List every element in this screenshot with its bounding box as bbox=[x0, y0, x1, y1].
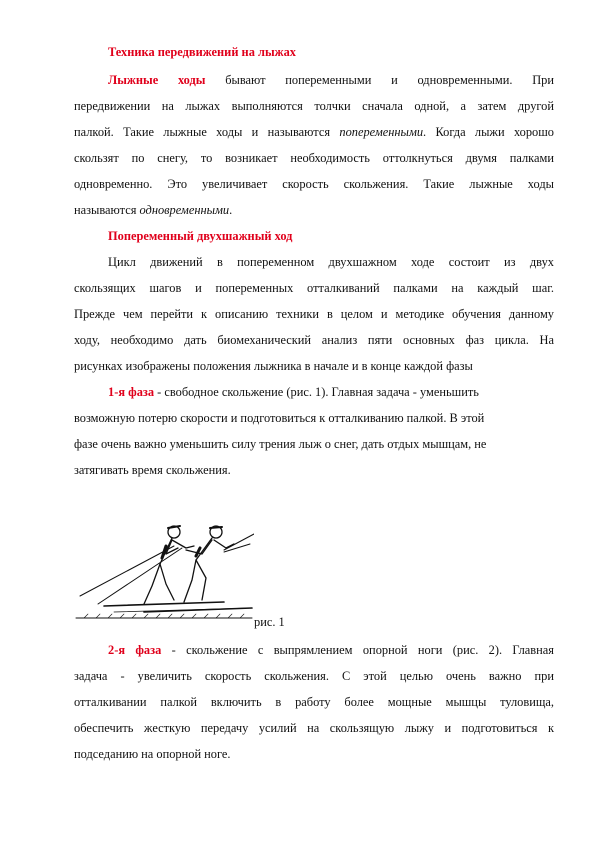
phase-label: 2-я фаза bbox=[108, 643, 162, 657]
paragraph-line: затягивать время скольжения. bbox=[74, 463, 231, 477]
paragraph-line bbox=[108, 384, 554, 400]
paragraph-line bbox=[74, 202, 554, 218]
paragraph-line: Цикл движений в попеременном двухшажном ходе состоит из двух bbox=[108, 255, 554, 269]
paragraph-line: скользящих шагов и попеременных отталкиваний палками на каждый шаг. bbox=[74, 281, 554, 295]
italic-term: попеременными bbox=[339, 125, 424, 139]
paragraph-line: подседанию на опорной ноге. bbox=[74, 747, 231, 761]
text-span: бывают попеременными и одновременными. При bbox=[225, 73, 554, 87]
phase-label: 1-я фаза bbox=[108, 385, 155, 399]
section-heading: Попеременный двухшажный ход bbox=[108, 229, 293, 243]
paragraph-line: ходу, необходимо дать биомеханический анализ пяти основных фаз цикла. На bbox=[74, 333, 554, 347]
paragraph-line: обеспечить жесткую передачу усилий на скользящую лыжу и подготовиться к bbox=[74, 721, 554, 735]
text-span: - свободное скольжение (рис. 1). Главная задача - уменьшить bbox=[154, 385, 479, 399]
skiers-illustration bbox=[74, 508, 254, 626]
text-span: называются bbox=[74, 203, 137, 217]
paragraph-line: задача - увеличить скорость скольжения. С этой целью очень важно при bbox=[74, 669, 554, 683]
paragraph-line bbox=[108, 642, 554, 658]
paragraph-line bbox=[108, 72, 554, 88]
highlighted-term: Лыжные ходы bbox=[108, 73, 206, 87]
text-span: палкой. Такие лыжные ходы и называются bbox=[74, 125, 331, 139]
italic-term: одновременными bbox=[139, 203, 230, 217]
paragraph-line: скользят по снегу, то возникает необходимость оттолкнуться двумя палками bbox=[74, 151, 554, 165]
paragraph-line: рисунках изображены положения лыжника в начале и в конце каждой фазы bbox=[74, 359, 473, 373]
text-span: - скольжение с выпрямлением опорной ноги (рис. 2). Главная bbox=[161, 643, 554, 657]
section-heading: Техника передвижений на лыжах bbox=[108, 45, 296, 59]
paragraph-line: возможную потерю скорости и подготовиться к отталкиванию палкой. В этой bbox=[74, 411, 485, 425]
paragraph-line: передвижении на лыжах выполняются толчки сначала одной, а затем другой bbox=[74, 99, 554, 113]
paragraph-line bbox=[74, 124, 554, 140]
paragraph-line: фазе очень важно уменьшить силу трения лыж о снег, дать отдых мышцам, не bbox=[74, 437, 487, 451]
figure-caption: рис. 1 bbox=[254, 615, 285, 629]
paragraph-line: Прежде чем перейти к описанию техники в целом и методике обучения данному bbox=[74, 307, 554, 321]
paragraph-line: отталкивании палкой включить в работу более мощные мышцы туловища, bbox=[74, 695, 554, 709]
paragraph-line: одновременно. Это увеличивает скорость скольжения. Такие лыжные ходы bbox=[74, 177, 554, 191]
text-span: . Когда лыжи хорошо bbox=[423, 125, 554, 139]
text-span: . bbox=[229, 203, 233, 217]
